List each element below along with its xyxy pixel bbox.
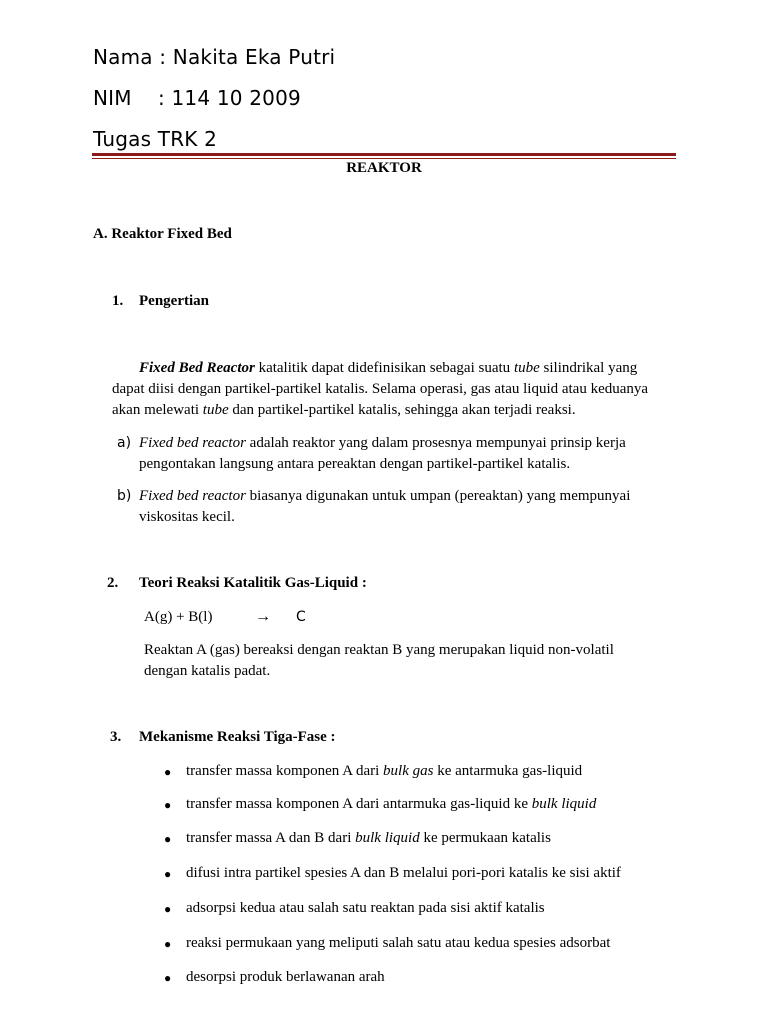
- bullet-icon: ●: [164, 902, 172, 916]
- bullet-icon: ●: [164, 832, 172, 846]
- document-title: REAKTOR: [346, 160, 422, 176]
- sub3-number: 3.: [110, 729, 122, 745]
- bullet-item-2: transfer massa komponen A dari antarmuka gas-liquid ke bulk liquid: [186, 796, 597, 812]
- list-marker-a: a): [117, 435, 132, 451]
- header-rule-thin: [92, 158, 676, 159]
- nim-label: NIM: [93, 86, 132, 110]
- paragraph-line-2: dapat diisi dengan partikel-partikel katalis. Selama operasi, gas atau liquid atau keduanya: [112, 381, 649, 397]
- bullet-item-7: desorpsi produk berlawanan arah: [186, 969, 385, 985]
- task-line: Tugas TRK 2: [93, 127, 218, 151]
- bullet-item-5: adsorpsi kedua atau salah satu reaktan pada sisi aktif katalis: [186, 900, 545, 916]
- sub2-text-line-1: Reaktan A (gas) bereaksi dengan reaktan B yang merupakan liquid non-volatil: [144, 642, 614, 658]
- sub3-title: Mekanisme Reaksi Tiga-Fase :: [139, 729, 336, 745]
- sub1-title: Pengertian: [139, 293, 209, 309]
- list-b-line-1: Fixed bed reactor biasanya digunakan untuk umpan (pereaktan) yang mempunyai: [139, 488, 631, 504]
- list-marker-b: b): [117, 488, 132, 504]
- nim-value: : 114 10 2009: [158, 86, 301, 110]
- paragraph-line-3: akan melewati tube dan partikel-partikel katalis, sehingga akan terjadi reaksi.: [112, 402, 576, 418]
- bullet-item-1: transfer massa komponen A dari bulk gas ke antarmuka gas-liquid: [186, 763, 583, 779]
- sub2-text-line-2: dengan katalis padat.: [144, 663, 271, 679]
- header-rule-thick: [92, 153, 676, 156]
- bullet-icon: ●: [164, 798, 172, 812]
- term-fixed-bed-reactor: Fixed Bed Reactor: [139, 360, 255, 376]
- name-line: Nama : Nakita Eka Putri: [93, 45, 336, 69]
- bullet-icon: ●: [164, 937, 172, 951]
- list-a-line-2: pengontakan langsung antara pereaktan dengan partikel-partikel katalis.: [139, 456, 571, 472]
- bullet-icon: ●: [164, 867, 172, 881]
- paragraph-line-1: Fixed Bed Reactor katalitik dapat didefinisikan sebagai suatu tube silindrikal yang: [139, 360, 638, 376]
- bullet-item-3: transfer massa A dan B dari bulk liquid ke permukaan katalis: [186, 830, 551, 846]
- bullet-item-6: reaksi permukaan yang meliputi salah satu atau kedua spesies adsorbat: [186, 935, 611, 951]
- list-a-line-1: Fixed bed reactor adalah reaktor yang dalam prosesnya mempunyai prinsip kerja: [139, 435, 626, 451]
- reaction-right: C: [296, 609, 306, 625]
- sub1-number: 1.: [112, 293, 124, 309]
- bullet-icon: ●: [164, 765, 172, 779]
- sub2-number: 2.: [107, 575, 119, 591]
- bullet-icon: ●: [164, 971, 172, 985]
- bullet-item-4: difusi intra partikel spesies A dan B melalui pori-pori katalis ke sisi aktif: [186, 865, 621, 881]
- list-b-line-2: viskositas kecil.: [139, 509, 235, 525]
- section-a-heading: A. Reaktor Fixed Bed: [93, 226, 232, 242]
- sub2-title: Teori Reaksi Katalitik Gas-Liquid :: [139, 575, 367, 591]
- reaction-arrow: →: [255, 608, 271, 625]
- reaction-left: A(g) + B(l): [144, 609, 213, 625]
